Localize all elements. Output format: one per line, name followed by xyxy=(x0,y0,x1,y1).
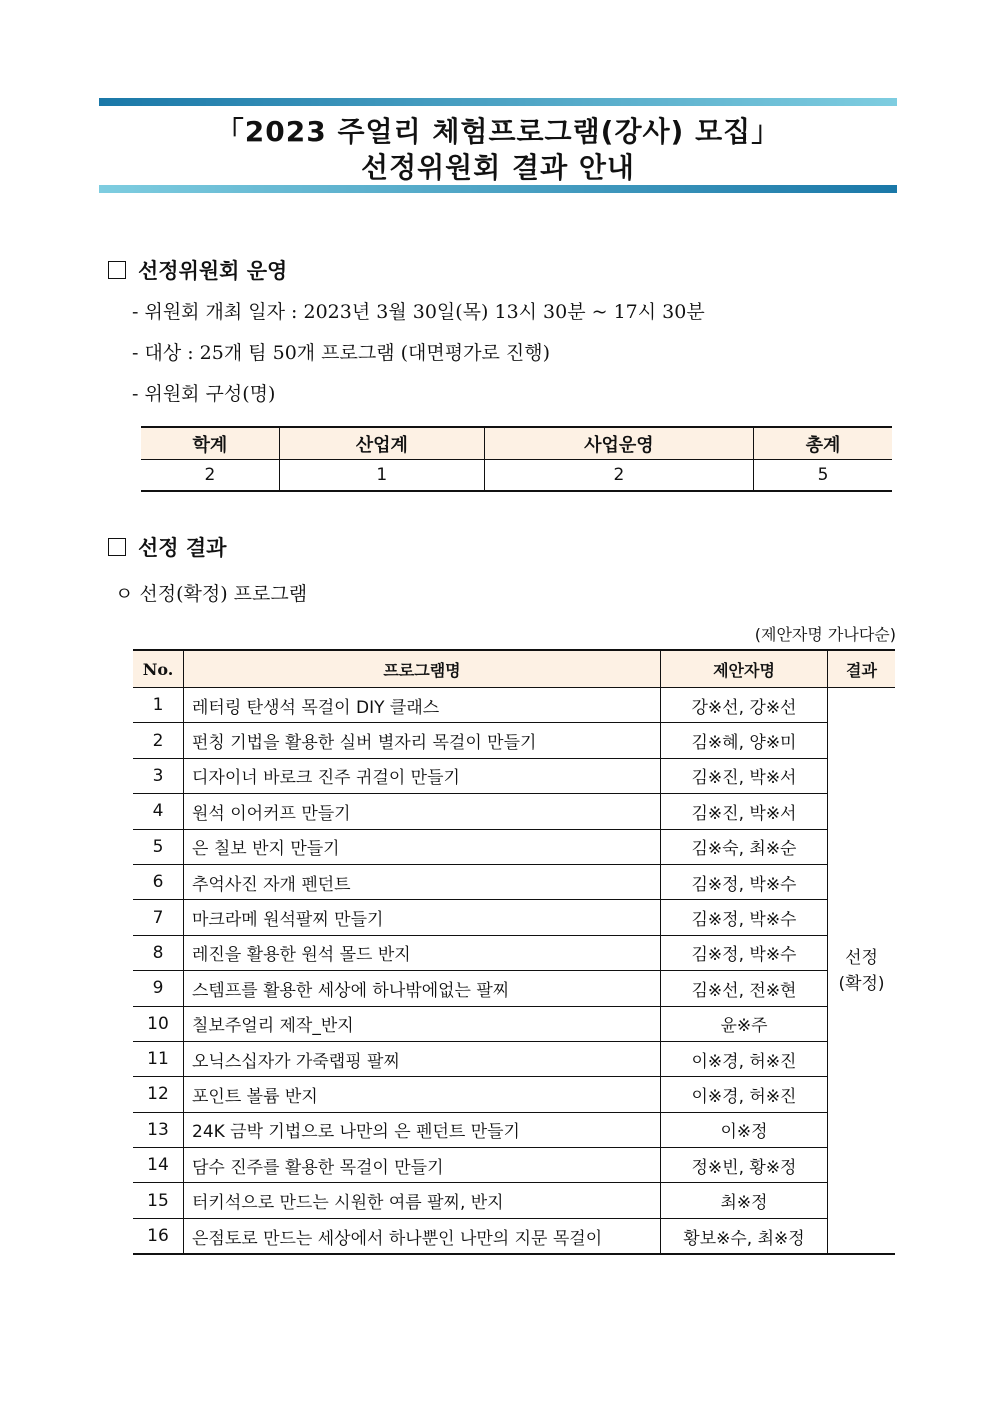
row-no: 1 xyxy=(133,688,184,723)
row-proposer: 김※혜, 양※미 xyxy=(661,723,828,758)
table-row xyxy=(133,723,895,758)
row-proposer: 이※정 xyxy=(661,1112,828,1147)
row-proposer: 이※경, 허※진 xyxy=(661,1077,828,1112)
row-no: 11 xyxy=(133,1041,184,1076)
header-result: 결과 xyxy=(828,650,896,688)
row-proposer: 최※정 xyxy=(661,1183,828,1218)
row-program: 마크라메 원석팔찌 만들기 xyxy=(184,900,661,935)
bullet-composition: - 위원회 구성(명) xyxy=(132,383,276,405)
row-proposer: 황보※수, 최※정 xyxy=(661,1218,828,1254)
table-row xyxy=(133,1077,895,1112)
section-heading-text: 선정위원회 운영 xyxy=(138,258,288,283)
table-row xyxy=(133,971,895,1006)
section-heading-result xyxy=(108,532,226,562)
header-no: No. xyxy=(133,650,184,688)
square-bullet-icon xyxy=(108,538,126,556)
header-program: 프로그램명 xyxy=(184,650,661,688)
table-row xyxy=(133,1183,895,1218)
row-no: 7 xyxy=(133,900,184,935)
row-no: 12 xyxy=(133,1077,184,1112)
section-heading-operation xyxy=(108,255,287,285)
page-title-line1: 「2023 주얼리 체험프로그램(강사) 모집」 xyxy=(215,115,781,148)
result-line1: 선정 xyxy=(845,947,878,968)
table-row xyxy=(133,1148,895,1183)
row-proposer: 김※정, 박※수 xyxy=(661,864,828,899)
row-no: 8 xyxy=(133,935,184,970)
title-bottom-bar xyxy=(99,185,897,193)
table-row xyxy=(133,1218,895,1254)
row-program: 24K 금박 기법으로 나만의 은 펜던트 만들기 xyxy=(184,1112,661,1147)
row-program: 펀칭 기법을 활용한 실버 별자리 목걸이 만들기 xyxy=(184,723,661,758)
table-row xyxy=(133,794,895,829)
row-no: 4 xyxy=(133,794,184,829)
table-row xyxy=(133,864,895,899)
row-program: 은 칠보 반지 만들기 xyxy=(184,829,661,864)
table-row xyxy=(133,688,895,723)
row-program: 스템프를 활용한 세상에 하나밖에없는 팔찌 xyxy=(184,971,661,1006)
header-academia: 학계 xyxy=(141,427,279,460)
row-program: 은점토로 만드는 세상에서 하나뿐인 나만의 지문 목걸이 xyxy=(184,1218,661,1254)
value-academia: 2 xyxy=(141,460,279,492)
results-table xyxy=(133,649,895,1255)
row-proposer: 김※진, 박※서 xyxy=(661,794,828,829)
title-box xyxy=(99,98,897,193)
row-proposer: 김※진, 박※서 xyxy=(661,758,828,793)
row-no: 6 xyxy=(133,864,184,899)
header-industry: 산업계 xyxy=(279,427,484,460)
row-proposer: 김※숙, 최※순 xyxy=(661,829,828,864)
row-proposer: 강※선, 강※선 xyxy=(661,688,828,723)
row-proposer: 김※정, 박※수 xyxy=(661,900,828,935)
row-program: 레진을 활용한 원석 몰드 반지 xyxy=(184,935,661,970)
bullet-date: - 위원회 개최 일자 : 2023년 3월 30일(목) 13시 30분 ~ 17시 30분 xyxy=(132,301,705,323)
value-total: 5 xyxy=(754,460,892,492)
bullet-target: - 대상 : 25개 팀 50개 프로그램 (대면평가로 진행) xyxy=(132,342,550,364)
header-total: 총계 xyxy=(754,427,892,460)
sort-note: (제안자명 가나다순) xyxy=(754,625,896,644)
table-row xyxy=(133,758,895,793)
row-program: 칠보주얼리 제작_반지 xyxy=(184,1006,661,1041)
table-row xyxy=(133,1006,895,1041)
row-program: 터키석으로 만드는 시원한 여름 팔찌, 반지 xyxy=(184,1183,661,1218)
row-proposer: 김※선, 전※현 xyxy=(661,971,828,1006)
row-no: 16 xyxy=(133,1218,184,1254)
row-program: 디자이너 바로크 진주 귀걸이 만들기 xyxy=(184,758,661,793)
row-program: 레터링 탄생석 목걸이 DIY 클래스 xyxy=(184,688,661,723)
row-no: 10 xyxy=(133,1006,184,1041)
square-bullet-icon xyxy=(108,261,126,279)
row-no: 14 xyxy=(133,1148,184,1183)
composition-table xyxy=(141,426,892,492)
value-industry: 1 xyxy=(279,460,484,492)
title-top-bar xyxy=(99,98,897,106)
row-no: 15 xyxy=(133,1183,184,1218)
subheading-selected-programs: ㅇ 선정(확정) 프로그램 xyxy=(115,583,308,605)
row-program: 원석 이어커프 만들기 xyxy=(184,794,661,829)
table-row xyxy=(133,829,895,864)
row-program: 오닉스십자가 가죽랩핑 팔찌 xyxy=(184,1041,661,1076)
section-heading-text: 선정 결과 xyxy=(138,535,227,560)
value-operation: 2 xyxy=(484,460,753,492)
result-line2: (확정) xyxy=(838,973,885,994)
result-cell xyxy=(828,688,896,1255)
composition-header-row xyxy=(141,427,892,460)
row-program: 포인트 볼륨 반지 xyxy=(184,1077,661,1112)
row-proposer: 이※경, 허※진 xyxy=(661,1041,828,1076)
row-no: 2 xyxy=(133,723,184,758)
row-proposer: 정※빈, 황※정 xyxy=(661,1148,828,1183)
row-no: 5 xyxy=(133,829,184,864)
row-program: 추억사진 자개 펜던트 xyxy=(184,864,661,899)
row-no: 3 xyxy=(133,758,184,793)
header-proposer: 제안자명 xyxy=(661,650,828,688)
table-row xyxy=(133,1112,895,1147)
page-title-line2: 선정위원회 결과 안내 xyxy=(361,151,635,184)
table-row xyxy=(133,1041,895,1076)
row-proposer: 김※정, 박※수 xyxy=(661,935,828,970)
table-row xyxy=(133,900,895,935)
table-row xyxy=(133,935,895,970)
row-program: 담수 진주를 활용한 목걸이 만들기 xyxy=(184,1148,661,1183)
results-header-row xyxy=(133,650,895,688)
row-no: 9 xyxy=(133,971,184,1006)
row-proposer: 윤※주 xyxy=(661,1006,828,1041)
row-no: 13 xyxy=(133,1112,184,1147)
header-operation: 사업운영 xyxy=(484,427,753,460)
composition-value-row xyxy=(141,460,892,492)
